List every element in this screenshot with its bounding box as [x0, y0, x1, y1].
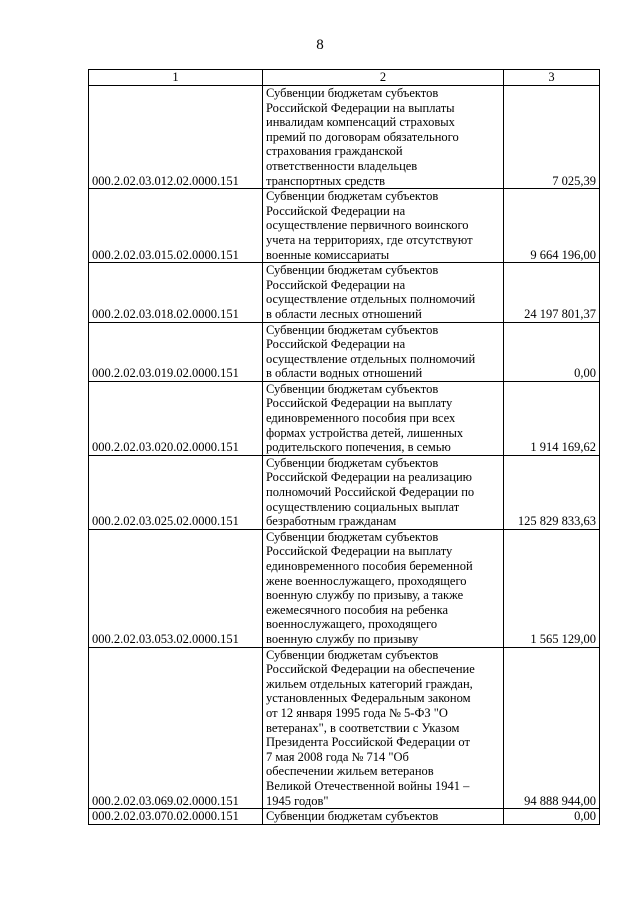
description-line: учета на территориях, где отсутствуют	[266, 232, 473, 247]
description-line: ежемесячного пособия на ребенка	[266, 602, 449, 617]
description-line: ответственности владельцев	[266, 158, 418, 173]
description-line: Российской Федерации на выплату	[266, 544, 453, 559]
description-line: обеспечении жильем ветеранов	[266, 764, 434, 779]
description-line: Субвенции бюджетам субъектов	[266, 529, 439, 544]
description-line: Российской Федерации на выплаты	[266, 100, 455, 115]
description-line: безработным гражданам	[266, 514, 397, 529]
table-body	[89, 86, 600, 825]
description-line: осуществлению социальных выплат	[266, 499, 460, 514]
description-line: ветеранах", в соответствии с Указом	[266, 720, 460, 735]
description-line: премий по договорам обязательного	[266, 129, 459, 144]
income-description	[263, 381, 504, 455]
income-description	[263, 455, 504, 529]
description-line: Великой Отечественной войны 1941 –	[266, 778, 470, 793]
amount: 125 829 833,63	[504, 455, 600, 529]
description-line: инвалидам компенсаций страховых	[266, 115, 455, 130]
income-description	[263, 189, 504, 263]
table-row	[89, 647, 600, 809]
table-row	[89, 529, 600, 647]
income-description	[263, 86, 504, 189]
description-line: военнослужащего, проходящего	[266, 617, 438, 632]
description-line: Российской Федерации на выплату	[266, 396, 453, 411]
description-line: транспортных средств	[266, 173, 386, 188]
description-line: Субвенции бюджетам субъектов	[266, 322, 439, 337]
budget-table	[88, 69, 600, 825]
classification-code: 000.2.02.03.018.02.0000.151	[89, 263, 263, 322]
table-row	[89, 263, 600, 322]
description-line: осуществление первичного воинского	[266, 218, 469, 233]
classification-code: 000.2.02.03.020.02.0000.151	[89, 381, 263, 455]
column-header-1: 1	[89, 70, 263, 86]
income-description	[263, 809, 504, 825]
description-line: от 12 января 1995 года № 5-ФЗ "О	[266, 705, 448, 720]
description-line: военную службу по призыву, а также	[266, 588, 464, 603]
amount: 94 888 944,00	[504, 647, 600, 809]
description-line: осуществление отдельных полномочий	[266, 351, 476, 366]
description-line: Российской Федерации на	[266, 203, 406, 218]
description-line: Президента Российской Федерации от	[266, 735, 470, 750]
description-line: Субвенции бюджетам субъектов	[266, 189, 439, 204]
description-line: Субвенции бюджетам субъектов	[266, 381, 439, 396]
page-number: 8	[316, 37, 324, 53]
table-row	[89, 322, 600, 381]
classification-code: 000.2.02.03.025.02.0000.151	[89, 455, 263, 529]
description-line: Российской Федерации на	[266, 277, 406, 292]
description-line: формах устройства детей, лишенных	[266, 425, 464, 440]
description-line: единовременного пособия при всех	[266, 411, 456, 426]
description-line: Субвенции бюджетам субъектов	[266, 809, 439, 824]
table-row	[89, 381, 600, 455]
description-line: единовременного пособия беременной	[266, 559, 473, 573]
income-description	[263, 529, 504, 647]
income-description	[263, 647, 504, 809]
amount: 0,00	[504, 809, 600, 825]
description-line: жене военнослужащего, проходящего	[266, 573, 467, 588]
amount: 9 664 196,00	[504, 189, 600, 263]
description-line: Субвенции бюджетам субъектов	[266, 263, 439, 278]
description-line: военные комиссариаты	[266, 247, 390, 262]
description-line: установленных Федеральным законом	[266, 691, 471, 706]
description-line: родительского попечения, в семью	[266, 440, 451, 455]
description-line: Российской Федерации на	[266, 337, 406, 352]
classification-code: 000.2.02.03.015.02.0000.151	[89, 189, 263, 263]
table-row	[89, 189, 600, 263]
description-line: военную службу по призыву	[266, 631, 419, 646]
description-line: Российской Федерации на обеспечение	[266, 662, 475, 677]
description-line: страхования гражданской	[266, 144, 403, 159]
classification-code: 000.2.02.03.019.02.0000.151	[89, 322, 263, 381]
table-row	[89, 809, 600, 825]
amount: 0,00	[504, 322, 600, 381]
description-line: Российской Федерации на реализацию	[266, 470, 472, 485]
amount: 7 025,39	[504, 86, 600, 189]
description-line: 7 мая 2008 года № 714 "Об	[266, 749, 409, 764]
amount: 1 914 169,62	[504, 381, 600, 455]
description-line: Субвенции бюджетам субъектов	[266, 86, 439, 100]
description-line: 1945 годов"	[266, 793, 329, 808]
classification-code: 000.2.02.03.012.02.0000.151	[89, 86, 263, 189]
description-line: полномочий Российской Федерации по	[266, 485, 475, 500]
classification-code: 000.2.02.03.053.02.0000.151	[89, 529, 263, 647]
table-header-row	[89, 70, 600, 86]
column-header-3: 3	[504, 70, 600, 86]
amount: 1 565 129,00	[504, 529, 600, 647]
amount: 24 197 801,37	[504, 263, 600, 322]
description-line: Субвенции бюджетам субъектов	[266, 647, 439, 662]
income-description	[263, 322, 504, 381]
classification-code: 000.2.02.03.069.02.0000.151	[89, 647, 263, 809]
description-line: в области лесных отношений	[266, 306, 422, 321]
description-line: в области водных отношений	[266, 366, 423, 381]
table-row	[89, 455, 600, 529]
description-line: Субвенции бюджетам субъектов	[266, 455, 439, 470]
income-description	[263, 263, 504, 322]
description-line: осуществление отдельных полномочий	[266, 292, 476, 307]
classification-code: 000.2.02.03.070.02.0000.151	[89, 809, 263, 825]
table-row	[89, 86, 600, 189]
column-header-2: 2	[263, 70, 504, 86]
description-line: жильем отдельных категорий граждан,	[266, 676, 473, 691]
